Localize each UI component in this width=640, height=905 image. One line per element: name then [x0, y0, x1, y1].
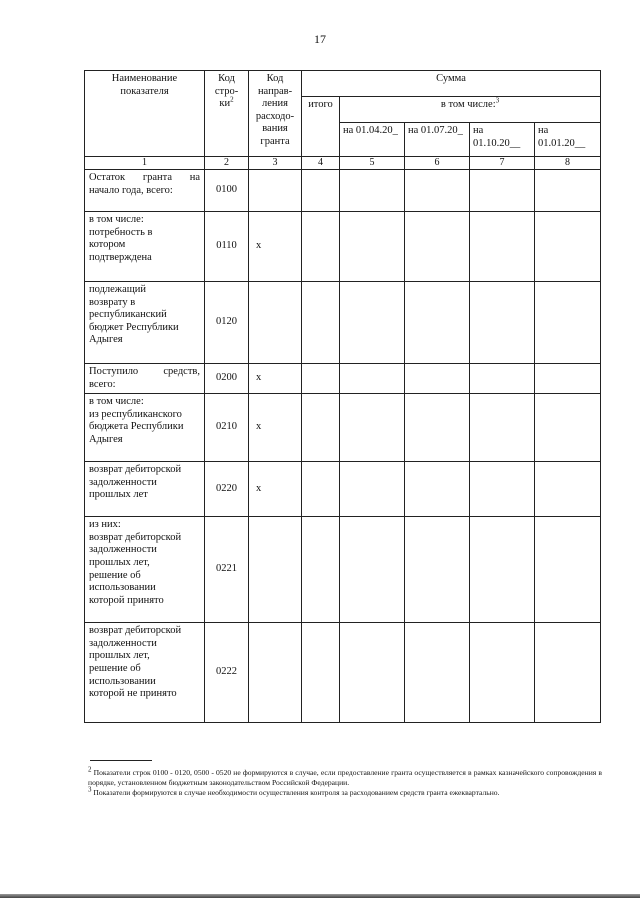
row-label: [85, 623, 205, 723]
value-cell: [340, 623, 405, 723]
footnote-3: [88, 785, 602, 798]
value-cell: [470, 462, 535, 517]
row-direction: [249, 517, 302, 623]
row-code: 0210: [205, 394, 249, 462]
value-cell: [302, 170, 340, 212]
header-direction-code: Код направ-ления расходо-вания гранта: [249, 71, 302, 157]
column-number: 1: [85, 157, 205, 170]
value-cell: [470, 623, 535, 723]
value-cell: [535, 212, 601, 282]
header-total: итого: [302, 97, 340, 157]
header-date-q4: на 01.01.20__: [535, 123, 601, 157]
table-row: [85, 212, 601, 282]
scan-bottom-edge: [0, 894, 640, 898]
page-number: 17: [314, 32, 326, 46]
row-label-line: возврат дебиторской: [89, 625, 182, 637]
value-cell: [340, 462, 405, 517]
value-cell: [405, 364, 470, 394]
footnote-text: Показатели строк 0100 - 0120, 0500 - 0520 не формируются в случае, если предоставление гранта осуществляется в рамках казначейского сопровождения в порядке, установленном бюджетным законодательством Российской Федерации.: [88, 768, 602, 787]
row-code: 0120: [205, 282, 249, 364]
value-cell: [340, 364, 405, 394]
row-code: 0100: [205, 170, 249, 212]
value-cell: [405, 517, 470, 623]
row-label-line: которой не принято: [89, 688, 177, 700]
value-cell: [405, 212, 470, 282]
row-direction: [249, 282, 302, 364]
table-row: [85, 517, 601, 623]
value-cell: [340, 170, 405, 212]
value-cell: [405, 394, 470, 462]
column-number: 4: [302, 157, 340, 170]
value-cell: [535, 462, 601, 517]
value-cell: [470, 517, 535, 623]
table-row: [85, 623, 601, 723]
row-direction: [249, 170, 302, 212]
row-label-line: задолженности: [89, 476, 157, 488]
row-label-line: всего:: [89, 378, 116, 390]
header-including: в том числе:$^3$: [340, 97, 601, 123]
value-cell: [470, 364, 535, 394]
column-number: 3: [249, 157, 302, 170]
row-label-line: подлежащий: [89, 284, 147, 295]
row-code: 0221: [205, 517, 249, 623]
row-code: 0110: [205, 212, 249, 282]
row-label: [85, 462, 205, 517]
row-label-line: Поступило средств,: [89, 366, 200, 377]
row-label-line: Адыгея: [89, 334, 123, 346]
row-label-line: в том числе:: [89, 214, 144, 225]
row-code: 0220: [205, 462, 249, 517]
value-cell: [470, 282, 535, 364]
row-label-line: республиканский: [89, 309, 167, 321]
value-cell: [340, 212, 405, 282]
row-label-line: котором: [89, 239, 126, 251]
row-label-line: подтверждена: [89, 251, 152, 263]
column-number: 6: [405, 157, 470, 170]
grant-report-table: [84, 70, 601, 723]
value-cell: [535, 517, 601, 623]
value-cell: [535, 364, 601, 394]
row-label-line: Адыгея: [89, 433, 123, 445]
row-label-line: потребность в: [89, 226, 153, 238]
row-direction: [249, 623, 302, 723]
value-cell: [405, 462, 470, 517]
value-cell: [340, 517, 405, 623]
footnote-2: [88, 765, 602, 788]
header-sum: Сумма: [302, 71, 601, 97]
header-row-code: Код стро-$ки^2$: [205, 71, 249, 157]
value-cell: [405, 282, 470, 364]
row-label-line: решение об: [89, 569, 141, 581]
footnotes: [88, 765, 602, 798]
footnote-ref: 2: [88, 765, 92, 774]
row-label: [85, 212, 205, 282]
value-cell: [302, 212, 340, 282]
row-label: [85, 394, 205, 462]
row-label-line: решение об: [89, 662, 141, 674]
value-cell: [405, 170, 470, 212]
row-code: 0222: [205, 623, 249, 723]
table-row: [85, 462, 601, 517]
column-number: 8: [535, 157, 601, 170]
row-label-line: которой принято: [89, 594, 164, 606]
row-label-line: бюджета Республики: [89, 421, 184, 433]
header-date-q1: на 01.04.20_: [340, 123, 405, 157]
value-cell: [535, 623, 601, 723]
row-label-line: возврат дебиторской: [89, 531, 182, 543]
value-cell: [302, 394, 340, 462]
value-cell: [535, 394, 601, 462]
row-label-line: из республиканского: [89, 408, 182, 420]
column-number: 7: [470, 157, 535, 170]
table-row: [85, 364, 601, 394]
row-direction: x: [249, 394, 302, 462]
footnote-text: Показатели формируются в случае необходимости осуществления контроля за расходованием средств гранта ежеквартально.: [93, 787, 500, 797]
row-label-line: возврат дебиторской: [89, 464, 182, 476]
row-label-line: бюджет Республики: [89, 321, 179, 333]
row-label: [85, 282, 205, 364]
row-label-line: прошлых лет,: [89, 556, 150, 568]
value-cell: [535, 282, 601, 364]
value-cell: [470, 212, 535, 282]
column-number: 2: [205, 157, 249, 170]
value-cell: [535, 170, 601, 212]
row-label-line: использовании: [89, 582, 156, 594]
value-cell: [340, 394, 405, 462]
value-cell: [302, 462, 340, 517]
row-label-line: прошлых лет,: [89, 650, 150, 662]
value-cell: [470, 394, 535, 462]
value-cell: [405, 623, 470, 723]
footnote-separator: [90, 760, 152, 761]
header-date-q3: на 01.10.20__: [470, 123, 535, 157]
row-label-line: в том числе:: [89, 396, 144, 408]
row-code: 0200: [205, 364, 249, 394]
table-row: [85, 394, 601, 462]
row-label-line: возврату в: [89, 296, 136, 308]
row-label-line: начало года, всего:: [89, 184, 173, 196]
value-cell: [302, 364, 340, 394]
footnote-ref: 3: [88, 785, 92, 794]
row-label-line: использовании: [89, 675, 156, 687]
header-date-q2: на 01.07.20_: [405, 123, 470, 157]
value-cell: [302, 517, 340, 623]
row-direction: x: [249, 364, 302, 394]
value-cell: [340, 282, 405, 364]
column-number: 5: [340, 157, 405, 170]
value-cell: [302, 623, 340, 723]
row-label-line: из них:: [89, 519, 121, 531]
row-label-line: задолженности: [89, 637, 157, 649]
row-label: [85, 517, 205, 623]
row-label-line: прошлых лет: [89, 489, 148, 501]
table-row: [85, 282, 601, 364]
header-indicator-name: Наименование показателя: [85, 71, 205, 157]
row-direction: x: [249, 212, 302, 282]
table-row: [85, 170, 601, 212]
value-cell: [302, 282, 340, 364]
row-label-line: Остаток гранта на: [89, 172, 200, 183]
value-cell: [470, 170, 535, 212]
column-number-row: [85, 157, 601, 170]
row-label: [85, 364, 205, 394]
row-direction: x: [249, 462, 302, 517]
row-label: [85, 170, 205, 212]
row-label-line: задолженности: [89, 544, 157, 556]
